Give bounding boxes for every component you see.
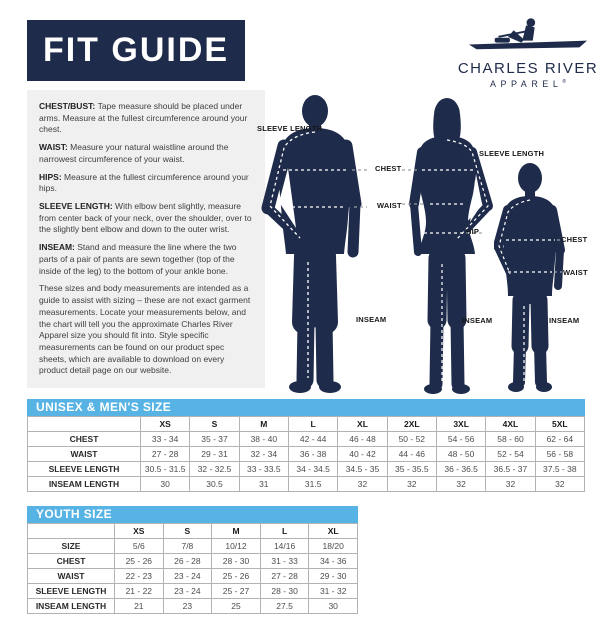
table-cell: 29 - 30 xyxy=(309,569,358,584)
label-men-waist: WAIST xyxy=(377,201,402,210)
row-label: SLEEVE LENGTH xyxy=(28,462,141,477)
table-cell: 32 - 32.5 xyxy=(190,462,239,477)
youth-size-header: YOUTH SIZE xyxy=(27,506,358,523)
row-label: INSEAM LENGTH xyxy=(28,599,115,614)
row-label: INSEAM LENGTH xyxy=(28,477,141,492)
table-row xyxy=(28,569,358,584)
row-label: CHEST xyxy=(28,432,141,447)
table-cell: 27 - 28 xyxy=(260,569,309,584)
label-youth-chest: CHEST xyxy=(561,235,588,244)
unisex-mens-size-table xyxy=(27,416,585,492)
table-cell: 46 - 48 xyxy=(338,432,387,447)
table-cell: 48 - 50 xyxy=(436,447,485,462)
table-cell: 29 - 31 xyxy=(190,447,239,462)
column-header: S xyxy=(190,417,239,432)
table-row xyxy=(28,599,358,614)
column-header: S xyxy=(163,524,212,539)
registered-mark: ® xyxy=(562,79,567,85)
instruction-lead: WAIST: xyxy=(39,142,71,153)
label-men-chest: CHEST xyxy=(375,164,402,173)
table-cell: 33 - 33.5 xyxy=(239,462,288,477)
table-cell: 23 - 24 xyxy=(163,569,212,584)
table-cell: 25 - 26 xyxy=(212,569,261,584)
table-cell: 30 xyxy=(309,599,358,614)
table-cell: 31.5 xyxy=(288,477,337,492)
table-cell: 35 - 37 xyxy=(190,432,239,447)
table-cell: 50 - 52 xyxy=(387,432,436,447)
label-women-hip: HIP xyxy=(466,227,480,236)
label-men-sleeve-length: SLEEVE LENGTH xyxy=(257,124,323,133)
table-cell: 30 xyxy=(141,477,190,492)
label-men-inseam: INSEAM xyxy=(356,315,387,324)
table-cell: 22 - 23 xyxy=(115,569,164,584)
instruction-paragraph: SLEEVE LENGTH: With elbow bent slightly, measure from center back of your neck, over the shoulder, over to the slightly bent elbow and down to the outer wrist. xyxy=(39,201,252,235)
table-cell: 42 - 44 xyxy=(288,432,337,447)
table-cell: 25 - 26 xyxy=(115,554,164,569)
column-header: L xyxy=(260,524,309,539)
table-cell: 28 - 30 xyxy=(212,554,261,569)
table-cell: 27.5 xyxy=(260,599,309,614)
column-header: M xyxy=(239,417,288,432)
table-cell: 54 - 56 xyxy=(436,432,485,447)
column-header: XL xyxy=(338,417,387,432)
label-youth-inseam: INSEAM xyxy=(549,316,580,325)
brand-subname: APPAREL® xyxy=(489,79,567,89)
table-cell: 23 - 24 xyxy=(163,584,212,599)
table-cell: 32 xyxy=(387,477,436,492)
page-title: FIT GUIDE xyxy=(42,31,230,69)
label-women-sleeve-length: SLEEVE LENGTH xyxy=(479,149,545,158)
table-cell: 23 xyxy=(163,599,212,614)
instruction-paragraph: WAIST: Measure your natural waistline around the narrowest circumference of your waist. xyxy=(39,142,229,164)
table-cell: 34 - 36 xyxy=(309,554,358,569)
size-table xyxy=(27,523,358,614)
instruction-lead: HIPS: xyxy=(39,171,65,182)
column-header: 5XL xyxy=(535,417,584,432)
column-header xyxy=(28,417,141,432)
label-youth-waist: WAIST xyxy=(563,268,588,277)
table-cell: 37.5 - 38 xyxy=(535,462,584,477)
table-cell: 44 - 46 xyxy=(387,447,436,462)
instruction-paragraph: HIPS: Measure at the fullest circumference around your hips. xyxy=(39,171,249,194)
instruction-lead: CHEST/BUST: xyxy=(39,101,98,111)
page-title-box xyxy=(27,20,245,81)
table-cell: 5/6 xyxy=(115,539,164,554)
youth-size-table xyxy=(27,523,358,614)
table-cell: 36.5 - 37 xyxy=(486,462,535,477)
table-cell: 26 - 28 xyxy=(163,554,212,569)
table-cell: 25 xyxy=(212,599,261,614)
table-row xyxy=(28,447,585,462)
table-cell: 7/8 xyxy=(163,539,212,554)
table-cell: 34 - 34.5 xyxy=(288,462,337,477)
column-header: 2XL xyxy=(387,417,436,432)
table-row xyxy=(28,554,358,569)
table-cell: 36 - 36.5 xyxy=(436,462,485,477)
table-cell: 36 - 38 xyxy=(288,447,337,462)
table-row xyxy=(28,584,358,599)
instruction-paragraph: These sizes and body measurements are intended as a guide to assist with sizing – these are not exact garment measurements. Locate your measurements below, and the chart will tell you the approximate Charles River Apparel size you should fit into. Style specific measurements can be found on our product spec sheets, which are available to download on every product detail page on our website. xyxy=(39,283,251,376)
table-cell: 34.5 - 35 xyxy=(338,462,387,477)
table-cell: 25 - 27 xyxy=(212,584,261,599)
column-header: 3XL xyxy=(436,417,485,432)
table-cell: 32 xyxy=(436,477,485,492)
table-cell: 31 - 32 xyxy=(309,584,358,599)
brand-logo xyxy=(450,14,606,89)
column-header: XL xyxy=(309,524,358,539)
table-cell: 27 - 28 xyxy=(141,447,190,462)
table-cell: 62 - 64 xyxy=(535,432,584,447)
column-header xyxy=(28,524,115,539)
figure-man-silhouette xyxy=(258,90,368,396)
instruction-lead: INSEAM: xyxy=(39,242,78,253)
table-cell: 52 - 54 xyxy=(486,447,535,462)
table-cell: 56 - 58 xyxy=(535,447,584,462)
column-header: L xyxy=(288,417,337,432)
figure-woman-silhouette xyxy=(402,94,498,396)
instruction-lead: SLEEVE LENGTH: xyxy=(39,201,116,212)
table-cell: 14/16 xyxy=(260,539,309,554)
table-row xyxy=(28,539,358,554)
table-cell: 32 - 34 xyxy=(239,447,288,462)
table-header-row xyxy=(28,417,585,432)
youth-size-section xyxy=(27,506,358,614)
row-label: CHEST xyxy=(28,554,115,569)
column-header: XS xyxy=(141,417,190,432)
table-cell: 32 xyxy=(535,477,584,492)
instruction-paragraph: CHEST/BUST: Tape measure should be placed under arms. Measure at the fullest circumference around your chest. xyxy=(39,101,248,135)
rower-boat-icon xyxy=(463,14,593,54)
table-cell: 28 - 30 xyxy=(260,584,309,599)
table-cell: 35 - 35.5 xyxy=(387,462,436,477)
table-cell: 40 - 42 xyxy=(338,447,387,462)
table-cell: 38 - 40 xyxy=(239,432,288,447)
unisex-mens-size-section xyxy=(27,399,585,492)
table-header-row xyxy=(28,524,358,539)
table-cell: 31 xyxy=(239,477,288,492)
row-label: SLEEVE LENGTH xyxy=(28,584,115,599)
figure-child-silhouette xyxy=(494,160,576,394)
row-label: SIZE xyxy=(28,539,115,554)
instruction-paragraph: INSEAM: Stand and measure the line where the two parts of a pair of pants are sewn together (top of the inside of the leg) to the bottom of your ankle bone. xyxy=(39,242,237,276)
table-cell: 30.5 xyxy=(190,477,239,492)
unisex-mens-size-header: UNISEX & MEN'S SIZE xyxy=(27,399,585,416)
table-cell: 21 - 22 xyxy=(115,584,164,599)
table-row xyxy=(28,432,585,447)
table-cell: 32 xyxy=(338,477,387,492)
measurement-instructions-panel xyxy=(27,90,265,388)
row-label: WAIST xyxy=(28,447,141,462)
table-cell: 30.5 - 31.5 xyxy=(141,462,190,477)
size-table xyxy=(27,416,585,492)
column-header: M xyxy=(212,524,261,539)
label-women-inseam: INSEAM xyxy=(462,316,493,325)
table-cell: 32 xyxy=(486,477,535,492)
column-header: XS xyxy=(115,524,164,539)
table-cell: 31 - 33 xyxy=(260,554,309,569)
table-row xyxy=(28,477,585,492)
table-cell: 18/20 xyxy=(309,539,358,554)
column-header: 4XL xyxy=(486,417,535,432)
brand-name: CHARLES RIVER xyxy=(457,60,599,77)
table-cell: 58 - 60 xyxy=(486,432,535,447)
table-cell: 21 xyxy=(115,599,164,614)
table-cell: 33 - 34 xyxy=(141,432,190,447)
table-cell: 10/12 xyxy=(212,539,261,554)
row-label: WAIST xyxy=(28,569,115,584)
table-row xyxy=(28,462,585,477)
